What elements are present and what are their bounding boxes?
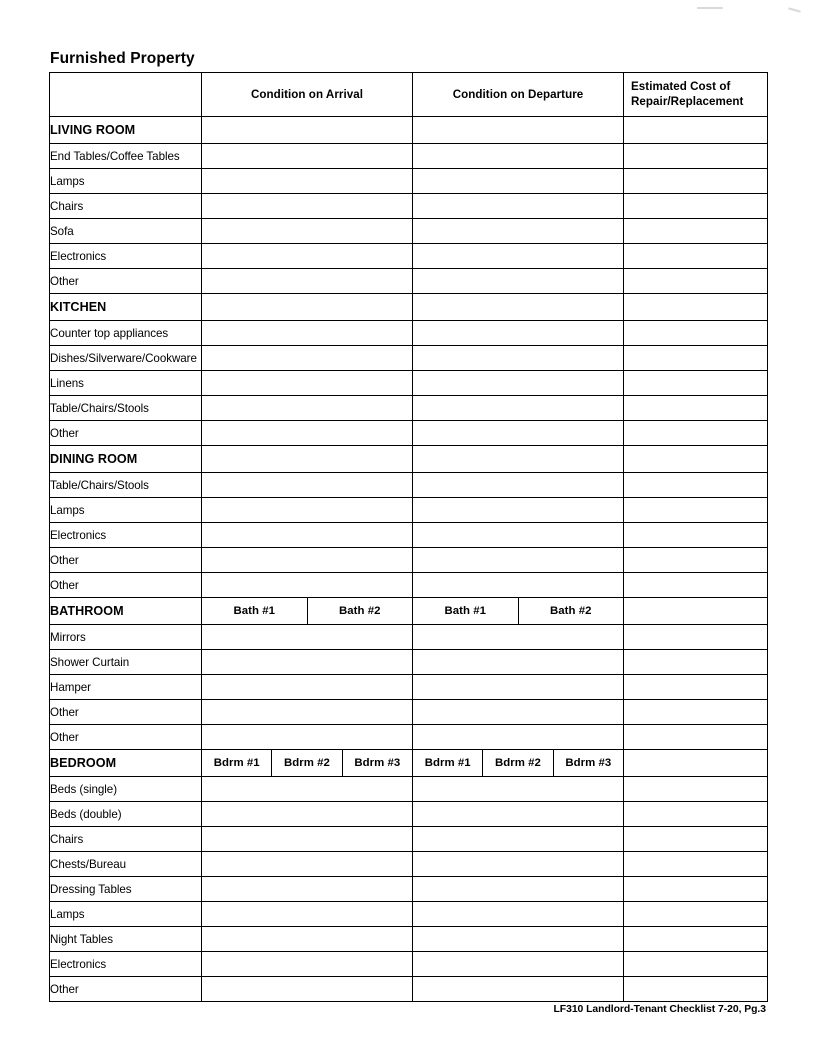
table-row bbox=[50, 346, 768, 371]
table-row bbox=[50, 371, 768, 396]
cost-entry-cell[interactable] bbox=[624, 625, 768, 650]
arrival-entry-cell[interactable] bbox=[202, 650, 413, 675]
table-row bbox=[50, 523, 768, 548]
arrival-entry-cell[interactable] bbox=[202, 473, 413, 498]
table-row bbox=[50, 269, 768, 294]
table-row bbox=[50, 144, 768, 169]
section-departure-cell[interactable] bbox=[413, 598, 624, 625]
subcolumn-header: Bdrm #1 bbox=[413, 750, 483, 776]
cost-entry-cell[interactable] bbox=[624, 371, 768, 396]
departure-entry-cell[interactable] bbox=[413, 194, 624, 219]
arrival-entry-cell[interactable] bbox=[202, 625, 413, 650]
table-row bbox=[50, 952, 768, 977]
subcolumn-header: Bdrm #3 bbox=[565, 756, 612, 769]
row-label: Other bbox=[50, 725, 202, 750]
scan-artifact bbox=[788, 7, 801, 13]
table-row bbox=[50, 927, 768, 952]
header-cell-departure: Condition on Departure bbox=[413, 73, 624, 117]
arrival-entry-cell[interactable] bbox=[202, 498, 413, 523]
arrival-entry-cell[interactable] bbox=[202, 902, 413, 927]
departure-entry-cell[interactable] bbox=[413, 498, 624, 523]
row-label: Dressing Tables bbox=[50, 877, 202, 902]
table-row bbox=[50, 852, 768, 877]
departure-entry-cell[interactable] bbox=[413, 244, 624, 269]
departure-entry-cell[interactable] bbox=[413, 827, 624, 852]
arrival-entry-cell[interactable] bbox=[202, 244, 413, 269]
table-row bbox=[50, 548, 768, 573]
arrival-entry-cell[interactable] bbox=[202, 952, 413, 977]
subcolumn-strip bbox=[202, 750, 412, 776]
section-row bbox=[50, 598, 768, 625]
departure-entry-cell[interactable] bbox=[413, 396, 624, 421]
departure-entry-cell[interactable] bbox=[413, 269, 624, 294]
row-label: Chairs bbox=[50, 194, 202, 219]
section-arrival-cell[interactable] bbox=[202, 294, 413, 321]
row-label: Other bbox=[50, 421, 202, 446]
arrival-entry-cell[interactable] bbox=[202, 777, 413, 802]
row-label: Hamper bbox=[50, 675, 202, 700]
arrival-entry-cell[interactable] bbox=[202, 927, 413, 952]
arrival-entry-cell[interactable] bbox=[202, 523, 413, 548]
cost-entry-cell[interactable] bbox=[624, 877, 768, 902]
table-row bbox=[50, 777, 768, 802]
row-label: Dishes/Silverware/Cookware bbox=[50, 346, 202, 371]
row-label: Lamps bbox=[50, 169, 202, 194]
subcolumn-header: Bdrm #1 bbox=[202, 750, 272, 776]
section-title-living-room: LIVING ROOM bbox=[50, 117, 202, 144]
arrival-entry-cell[interactable] bbox=[202, 169, 413, 194]
departure-entry-cell[interactable] bbox=[413, 977, 624, 1002]
departure-entry-cell[interactable] bbox=[413, 473, 624, 498]
row-label: Electronics bbox=[50, 523, 202, 548]
arrival-entry-cell[interactable] bbox=[202, 548, 413, 573]
cost-entry-cell[interactable] bbox=[624, 573, 768, 598]
cost-entry-cell[interactable] bbox=[624, 144, 768, 169]
section-departure-cell[interactable] bbox=[413, 294, 624, 321]
departure-entry-cell[interactable] bbox=[413, 573, 624, 598]
table-row bbox=[50, 902, 768, 927]
arrival-entry-cell[interactable] bbox=[202, 144, 413, 169]
table-row bbox=[50, 219, 768, 244]
row-label: Shower Curtain bbox=[50, 650, 202, 675]
section-title-bathroom: BATHROOM bbox=[50, 598, 202, 625]
table-row bbox=[50, 573, 768, 598]
row-label: Other bbox=[50, 573, 202, 598]
row-label: Chests/Bureau bbox=[50, 852, 202, 877]
departure-entry-cell[interactable] bbox=[413, 625, 624, 650]
row-label: Chairs bbox=[50, 827, 202, 852]
table-row bbox=[50, 725, 768, 750]
subcolumn-header: Bath #1 bbox=[202, 598, 308, 624]
row-label: Sofa bbox=[50, 219, 202, 244]
departure-entry-cell[interactable] bbox=[413, 321, 624, 346]
departure-entry-cell[interactable] bbox=[413, 725, 624, 750]
table-row bbox=[50, 396, 768, 421]
cost-entry-cell[interactable] bbox=[624, 473, 768, 498]
departure-entry-cell[interactable] bbox=[413, 371, 624, 396]
departure-entry-cell[interactable] bbox=[413, 219, 624, 244]
section-arrival-cell[interactable] bbox=[202, 598, 413, 625]
section-title-dining-room: DINING ROOM bbox=[50, 446, 202, 473]
departure-entry-cell[interactable] bbox=[413, 675, 624, 700]
row-label: Lamps bbox=[50, 498, 202, 523]
header-cell-arrival: Condition on Arrival bbox=[202, 73, 413, 117]
row-label: Counter top appliances bbox=[50, 321, 202, 346]
section-departure-cell[interactable] bbox=[413, 117, 624, 144]
subcolumn-header: Bdrm #2 bbox=[483, 750, 553, 776]
arrival-entry-cell[interactable] bbox=[202, 396, 413, 421]
subcolumn-header: Bath #1 bbox=[413, 598, 519, 624]
page-title: Furnished Property bbox=[50, 50, 195, 67]
cost-entry-cell[interactable] bbox=[624, 675, 768, 700]
subcolumn-header: Bdrm #3 bbox=[354, 756, 401, 769]
table-row bbox=[50, 827, 768, 852]
departure-entry-cell[interactable] bbox=[413, 650, 624, 675]
table-row bbox=[50, 700, 768, 725]
departure-entry-cell[interactable] bbox=[413, 700, 624, 725]
arrival-entry-cell[interactable] bbox=[202, 725, 413, 750]
subcolumn-strip bbox=[413, 750, 623, 776]
departure-entry-cell[interactable] bbox=[413, 777, 624, 802]
table-header-row bbox=[50, 73, 768, 117]
table-row bbox=[50, 877, 768, 902]
arrival-entry-cell[interactable] bbox=[202, 700, 413, 725]
section-row bbox=[50, 117, 768, 144]
section-row bbox=[50, 446, 768, 473]
table-row bbox=[50, 473, 768, 498]
header-cell-blank bbox=[50, 73, 202, 117]
table-row bbox=[50, 675, 768, 700]
subcolumn-strip bbox=[413, 598, 623, 624]
arrival-entry-cell[interactable] bbox=[202, 421, 413, 446]
departure-entry-cell[interactable] bbox=[413, 902, 624, 927]
subcolumn-strip bbox=[202, 598, 412, 624]
cost-entry-cell[interactable] bbox=[624, 346, 768, 371]
section-row bbox=[50, 294, 768, 321]
row-label: Electronics bbox=[50, 244, 202, 269]
section-arrival-cell[interactable] bbox=[202, 750, 413, 777]
departure-entry-cell[interactable] bbox=[413, 421, 624, 446]
table-row bbox=[50, 194, 768, 219]
section-departure-cell[interactable] bbox=[413, 446, 624, 473]
header-cell-cost: Estimated Cost of Repair/Replacement bbox=[624, 73, 768, 117]
cost-entry-cell[interactable] bbox=[624, 321, 768, 346]
departure-entry-cell[interactable] bbox=[413, 802, 624, 827]
cost-entry-cell[interactable] bbox=[624, 777, 768, 802]
arrival-entry-cell[interactable] bbox=[202, 852, 413, 877]
arrival-entry-cell[interactable] bbox=[202, 321, 413, 346]
row-label: Table/Chairs/Stools bbox=[50, 396, 202, 421]
cost-entry-cell[interactable] bbox=[624, 498, 768, 523]
row-label: Other bbox=[50, 548, 202, 573]
cost-entry-cell[interactable] bbox=[624, 927, 768, 952]
cost-entry-cell[interactable] bbox=[624, 952, 768, 977]
cost-entry-cell[interactable] bbox=[624, 852, 768, 877]
arrival-entry-cell[interactable] bbox=[202, 827, 413, 852]
row-label: Linens bbox=[50, 371, 202, 396]
scan-artifact bbox=[697, 7, 723, 9]
form-footer: LF310 Landlord-Tenant Checklist 7-20, Pg.3 bbox=[553, 1004, 766, 1015]
row-label: Other bbox=[50, 977, 202, 1002]
arrival-entry-cell[interactable] bbox=[202, 346, 413, 371]
cost-entry-cell[interactable] bbox=[624, 219, 768, 244]
table-row bbox=[50, 650, 768, 675]
section-cost-cell[interactable] bbox=[624, 117, 768, 144]
table-row bbox=[50, 169, 768, 194]
table-row bbox=[50, 498, 768, 523]
arrival-entry-cell[interactable] bbox=[202, 269, 413, 294]
table-row bbox=[50, 244, 768, 269]
section-title-bedroom: BEDROOM bbox=[50, 750, 202, 777]
arrival-entry-cell[interactable] bbox=[202, 371, 413, 396]
cost-entry-cell[interactable] bbox=[624, 523, 768, 548]
cost-entry-cell[interactable] bbox=[624, 700, 768, 725]
cost-entry-cell[interactable] bbox=[624, 169, 768, 194]
row-label: Night Tables bbox=[50, 927, 202, 952]
section-title-kitchen: KITCHEN bbox=[50, 294, 202, 321]
row-label: Other bbox=[50, 700, 202, 725]
row-label: Beds (double) bbox=[50, 802, 202, 827]
cost-entry-cell[interactable] bbox=[624, 802, 768, 827]
arrival-entry-cell[interactable] bbox=[202, 219, 413, 244]
section-arrival-cell[interactable] bbox=[202, 446, 413, 473]
cost-entry-cell[interactable] bbox=[624, 548, 768, 573]
departure-entry-cell[interactable] bbox=[413, 927, 624, 952]
departure-entry-cell[interactable] bbox=[413, 877, 624, 902]
departure-entry-cell[interactable] bbox=[413, 523, 624, 548]
subcolumn-header: Bdrm #2 bbox=[272, 750, 342, 776]
arrival-entry-cell[interactable] bbox=[202, 675, 413, 700]
subcolumn-header: Bath #2 bbox=[550, 604, 592, 617]
table-row bbox=[50, 802, 768, 827]
departure-entry-cell[interactable] bbox=[413, 144, 624, 169]
cost-entry-cell[interactable] bbox=[624, 827, 768, 852]
cost-entry-cell[interactable] bbox=[624, 269, 768, 294]
section-cost-cell[interactable] bbox=[624, 294, 768, 321]
cost-entry-cell[interactable] bbox=[624, 902, 768, 927]
departure-entry-cell[interactable] bbox=[413, 952, 624, 977]
row-label: Lamps bbox=[50, 902, 202, 927]
departure-entry-cell[interactable] bbox=[413, 548, 624, 573]
section-cost-cell[interactable] bbox=[624, 598, 768, 625]
cost-entry-cell[interactable] bbox=[624, 396, 768, 421]
departure-entry-cell[interactable] bbox=[413, 346, 624, 371]
row-label: Other bbox=[50, 269, 202, 294]
section-cost-cell[interactable] bbox=[624, 750, 768, 777]
cost-entry-cell[interactable] bbox=[624, 194, 768, 219]
section-arrival-cell[interactable] bbox=[202, 117, 413, 144]
furnished-property-table bbox=[49, 72, 768, 1002]
departure-entry-cell[interactable] bbox=[413, 169, 624, 194]
table-row bbox=[50, 321, 768, 346]
cost-entry-cell[interactable] bbox=[624, 725, 768, 750]
table-row bbox=[50, 625, 768, 650]
section-departure-cell[interactable] bbox=[413, 750, 624, 777]
row-label: Mirrors bbox=[50, 625, 202, 650]
row-label: Beds (single) bbox=[50, 777, 202, 802]
section-cost-cell[interactable] bbox=[624, 446, 768, 473]
cost-entry-cell[interactable] bbox=[624, 650, 768, 675]
row-label: Electronics bbox=[50, 952, 202, 977]
row-label: Table/Chairs/Stools bbox=[50, 473, 202, 498]
arrival-entry-cell[interactable] bbox=[202, 573, 413, 598]
row-label: End Tables/Coffee Tables bbox=[50, 144, 202, 169]
arrival-entry-cell[interactable] bbox=[202, 194, 413, 219]
table-row bbox=[50, 421, 768, 446]
subcolumn-header: Bath #2 bbox=[339, 604, 381, 617]
departure-entry-cell[interactable] bbox=[413, 852, 624, 877]
cost-entry-cell[interactable] bbox=[624, 244, 768, 269]
cost-entry-cell[interactable] bbox=[624, 421, 768, 446]
cost-entry-cell[interactable] bbox=[624, 977, 768, 1002]
section-row bbox=[50, 750, 768, 777]
arrival-entry-cell[interactable] bbox=[202, 802, 413, 827]
table-row bbox=[50, 977, 768, 1002]
arrival-entry-cell[interactable] bbox=[202, 877, 413, 902]
arrival-entry-cell[interactable] bbox=[202, 977, 413, 1002]
